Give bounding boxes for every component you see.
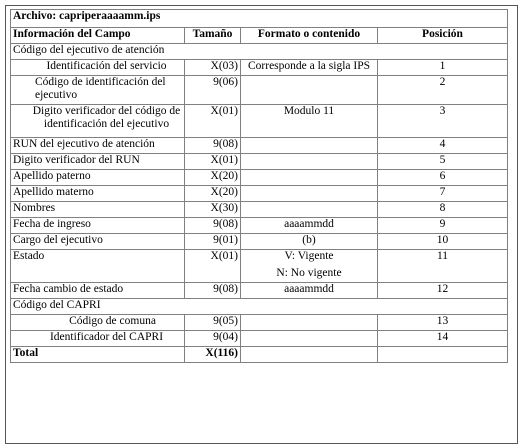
field-name: Identificador del CAPRI <box>11 331 185 347</box>
field-format <box>241 202 378 218</box>
table-row <box>11 283 508 299</box>
header-position: Posición <box>378 28 508 44</box>
field-position: 11 <box>378 250 508 283</box>
field-format <box>241 154 378 170</box>
header-field-info: Información del Campo <box>11 28 185 44</box>
field-name: Código de comuna <box>11 315 185 331</box>
field-position: 1 <box>378 60 508 76</box>
field-position: 2 <box>378 76 508 105</box>
table-row <box>11 138 508 154</box>
field-format: (b) <box>241 234 378 250</box>
field-size: X(01) <box>185 154 241 170</box>
field-position: 13 <box>378 315 508 331</box>
title-row <box>11 10 508 28</box>
section-row <box>11 299 508 315</box>
field-format <box>241 315 378 331</box>
field-position: 3 <box>378 105 508 138</box>
field-position: 12 <box>378 283 508 299</box>
field-spec-table <box>10 9 508 363</box>
field-position: 9 <box>378 218 508 234</box>
table-row <box>11 186 508 202</box>
field-position: 6 <box>378 170 508 186</box>
field-size: 9(08) <box>185 138 241 154</box>
field-size: 9(04) <box>185 331 241 347</box>
field-position: 4 <box>378 138 508 154</box>
field-name: Identificación del servicio <box>11 60 185 76</box>
field-name: Digito verificador del código de identificación del ejecutivo <box>11 105 185 138</box>
format-line: V: Vigente <box>284 250 334 262</box>
total-position <box>378 347 508 363</box>
table-row <box>11 234 508 250</box>
field-size: X(30) <box>185 202 241 218</box>
field-format <box>241 331 378 347</box>
total-format <box>241 347 378 363</box>
field-name: Apellido materno <box>11 186 185 202</box>
total-size: X(116) <box>185 347 241 363</box>
total-label: Total <box>11 347 185 363</box>
field-format <box>241 186 378 202</box>
field-format <box>241 250 378 283</box>
table-row <box>11 170 508 186</box>
table-row <box>11 218 508 234</box>
field-size: 9(01) <box>185 234 241 250</box>
table-row <box>11 202 508 218</box>
section-ejecutivo: Código del ejecutivo de atención <box>11 44 508 60</box>
field-format: aaaammdd <box>241 218 378 234</box>
field-size: X(03) <box>185 60 241 76</box>
field-size: X(01) <box>185 250 241 283</box>
field-name: Cargo del ejecutivo <box>11 234 185 250</box>
field-position: 8 <box>378 202 508 218</box>
format-line: N: No vigente <box>276 267 342 279</box>
table-row <box>11 154 508 170</box>
field-size: X(20) <box>185 170 241 186</box>
total-row <box>11 347 508 363</box>
table-row <box>11 105 508 138</box>
table-row <box>11 250 508 283</box>
section-row <box>11 44 508 60</box>
header-row <box>11 28 508 44</box>
field-size: 9(06) <box>185 76 241 105</box>
table-row <box>11 60 508 76</box>
field-format <box>241 76 378 105</box>
field-position: 5 <box>378 154 508 170</box>
field-name: Apellido paterno <box>11 170 185 186</box>
field-name: Fecha cambio de estado <box>11 283 185 299</box>
field-size: 9(08) <box>185 283 241 299</box>
field-position: 7 <box>378 186 508 202</box>
header-format: Formato o contenido <box>241 28 378 44</box>
document-frame <box>5 5 518 444</box>
field-size: 9(05) <box>185 315 241 331</box>
header-size: Tamaño <box>185 28 241 44</box>
field-name: RUN del ejecutivo de atención <box>11 138 185 154</box>
field-format: Corresponde a la sigla IPS <box>241 60 378 76</box>
field-format: Modulo 11 <box>241 105 378 138</box>
file-title: Archivo: capriperaaaamm.ips <box>11 10 508 28</box>
table-row <box>11 331 508 347</box>
field-name: Digito verificador del RUN <box>11 154 185 170</box>
field-position: 10 <box>378 234 508 250</box>
field-position: 14 <box>378 331 508 347</box>
field-size: X(01) <box>185 105 241 138</box>
field-size: X(20) <box>185 186 241 202</box>
table-row <box>11 76 508 105</box>
field-name: Código de identificación del ejecutivo <box>11 76 185 105</box>
field-format: aaaammdd <box>241 283 378 299</box>
field-name: Fecha de ingreso <box>11 218 185 234</box>
field-size: 9(08) <box>185 218 241 234</box>
field-name: Estado <box>11 250 185 283</box>
section-capri: Código del CAPRI <box>11 299 508 315</box>
field-format <box>241 138 378 154</box>
field-name: Nombres <box>11 202 185 218</box>
field-format <box>241 170 378 186</box>
table-row <box>11 315 508 331</box>
